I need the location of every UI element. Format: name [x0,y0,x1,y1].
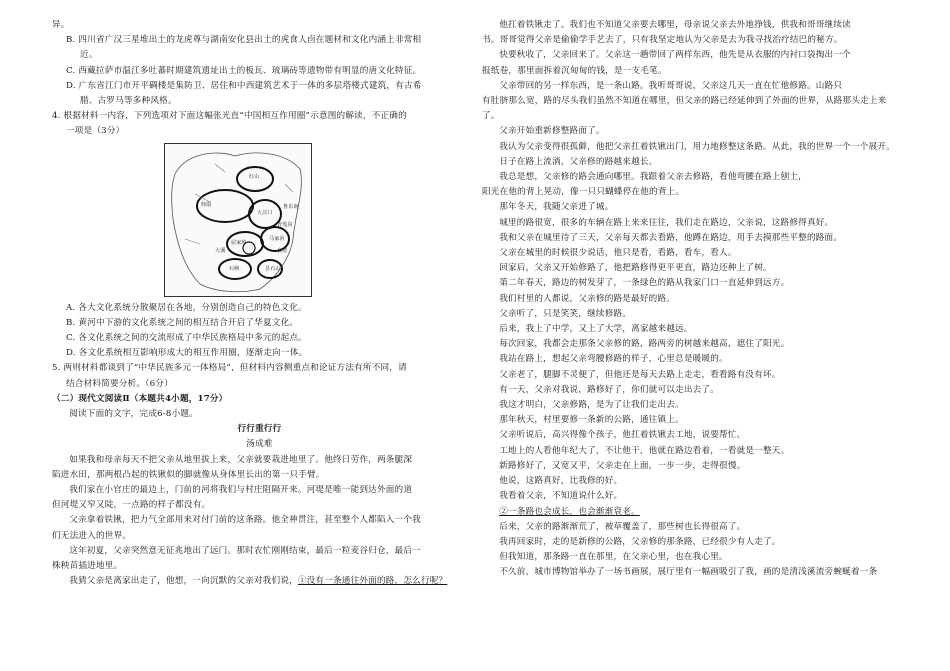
paragraph-line: 我认为父亲变得很孤僻，他把父亲扛着铁锹出门，用力地修整这条路。从此，我的世界一个一个展开。 [499,141,895,152]
map-label: 良渚 [277,247,288,254]
option-b-line2: 近。 [80,50,98,61]
map-label: 青莲岗 [277,221,293,228]
paragraph-line: 如果我和母亲每天不把父亲从地里拔上来，父亲就要栽进地里了。他终日劳作，两条腿深 [69,454,413,465]
paragraph-line: 我站在路上，想起父亲弯腰修路的样子，心里总是暖暖的。 [499,354,728,365]
paragraph-line: 但河堤又窄又陡，一点路的样子都没有。 [52,500,211,511]
paragraph-line: 我们家在小官庄的最边上，门前的河将我们与村庄阻隔开来。河堤是唯一能到达外面的道 [69,485,413,496]
answer-option-a: A. 各大文化系统分散聚居在各地，分别创造自己的特色文化。 [66,302,307,313]
underlined-sentence: ①没有一条通往外面的路，怎么行呢？ [297,576,448,587]
paragraph-line: 日子在路上流淌，父亲修的路越来越长。 [499,156,658,167]
map-label: 鲁东南 [283,203,299,210]
left-column [52,18,467,589]
paragraph-line: 陷进水田，那两根凸起的铁锹似的脚就像从身体里长出的第一只手臂。 [52,469,325,480]
paragraph-line: 这年初夏，父亲突然意无征兆地出了远门。那时农忙刚刚结束，最后一粒麦谷归仓，最后一 [69,545,421,556]
paragraph-line: 有肚脐那么宽，路的尽头我们虽然不知道在哪里，但父亲的路已经延伸到了外面的世界，从路那头走上来了。 [482,96,887,122]
map-label: 昙石山 [265,265,281,272]
answer-option-d: D. 各文化系统相互影响形成大的相互作用圈，逐渐走向一体。 [66,348,308,359]
right-column [482,18,902,581]
question-5-line2: 结合材料简要分析。（6分） [66,378,173,389]
map-outline-svg [165,144,311,296]
paragraph-line: 我再回家时，走的是新修的公路，父亲修的那条路，已经很少有人走了。 [499,536,781,547]
paragraph-line: 那年冬天，我随父亲进了城。 [499,202,614,213]
answer-option-c: C. 各文化系统之间的交流形成了中华民族格局中多元的起点。 [66,333,307,344]
paragraph-line: 那年秋天，村里要修一条新的公路，通往镇上。 [499,415,684,426]
paragraph-line: 新路修好了，又宽又平，父亲走在上面，一步一步，走得很慢。 [499,460,746,471]
map-label: 屈家岭 [231,239,247,246]
story-author: 汤成难 [246,439,273,450]
question-4-line1: 4. 根据材料一内容，下列选项对下面这幅张光直“中国相互作用圈”示意图的解读，不正确的 [52,111,407,122]
paragraph-line: 父亲在城里的时候很少说话，他只是看，看路，看车，看人。 [499,248,737,259]
paragraph-line: 后来，我上了中学，又上了大学，离家越来越远。 [499,324,693,335]
option-c: C. 西藏拉萨市温江多吐蕃时期建筑遗址出土的板瓦、琉璃砖等遗物带有明显的唐文化特征。 [66,65,422,76]
paragraph-line: 他说，这路真好，比我修的好。 [499,476,623,487]
paragraph-line: 第二年春天，路边的树发芽了，一条绿色的路从我家门口一直延伸到远方。 [499,278,790,289]
map-label: 大溪 [215,247,226,254]
paragraph-line: 父亲听了，只是笑笑，继续修路。 [499,308,632,319]
paragraph-line: 有一天，父亲对我说，路修好了，你们就可以走出去了。 [499,384,720,395]
paragraph-line: 我和父亲在城里待了三天，父亲每天都去看路，他蹲在路边，用手去摸那些平整的路面。 [499,232,843,243]
paragraph-line: 阳光在他的背上晃动，像一只只蝴蝶停在他的背上。 [482,187,685,198]
underlined-sentence: ②一条路也会成长，也会渐渐衰老。 [499,506,640,517]
option-b-line1: B. 四川省广汉三星堆出土的龙虎尊与湖南安化县出土的虎食人卣在题材和文化内涵上非常相 [66,35,422,46]
paragraph-line: 父亲听说后，高兴得像个孩子，他扛着铁锹去工地，说要帮忙。 [499,430,746,441]
paragraph-line: 我看着父亲，不知道说什么好。 [499,491,623,502]
question-5-line1: 5. 两则材料都谈到了“中华民族多元一体格局”，但材料内容侧重点和论证方法有所不同，请 [52,363,407,374]
paragraph-line: 报纸卷，那里面拆着沉甸甸的钱，是一支毛笔。 [482,65,667,76]
section-instruction: 阅读下面的文字，完成6-8小题。 [69,409,198,420]
paragraph-line: 们无法进入的世界。 [52,530,132,541]
answer-option-b: B. 黄河中下游的文化系统之间的相互结合开启了华夏文化。 [66,317,299,328]
paragraph-line: 父亲开始重新修整路面了。 [499,126,605,137]
map-label: 大汶口 [257,209,273,216]
paragraph-line: 我们村里的人都说，父亲修的路是最好的路。 [499,293,676,304]
paragraph-line: 每次回家，我都会走那条父亲修的路，路两旁的树越来越高，遮住了阳光。 [499,339,790,350]
paragraph-line: 不久前，城市博物馆举办了一场书画展，展厅里有一幅画吸引了我，画的是清浅溪流旁蜿蜒着一条 [499,567,878,578]
option-d-line2: 腊、古罗马等多种风格。 [80,96,177,107]
paragraph-line: 我总是想，父亲修的路会通向哪里。我跟着父亲去修路，看他弯腰在路上刨土， [499,172,807,183]
paragraph-line [52,574,467,589]
option-d-line1: D. 广东省江门市开平碉楼是集防卫、居住和中西建筑艺术于一体的多层塔楼式建筑，有古希 [66,80,422,91]
paragraph-line: 城里的路很宽，很多的车辆在路上来来往往，我们走在路边，父亲说，这路修得真好。 [499,217,834,228]
paragraph-line: 后来，父亲的路渐渐荒了，被草覆盖了，那些树也长得很高了。 [499,521,746,532]
question-4-line2: 一项是（3分） [66,126,125,137]
paragraph-line: 株秧苗插进地里。 [52,561,123,572]
paragraph-line: 但我知道，那条路一直在那里，在父亲心里，也在我心里。 [499,552,728,563]
paragraph-line: 我这才明白，父亲修路，是为了让我们走出去。 [499,400,684,411]
section-heading: （二）现代文阅读Ⅱ（本题共4小题，17分） [52,393,228,404]
paragraph-line: 工地上的人看他年纪大了，不让他干，他就在路边看着，一看就是一整天。 [499,445,790,456]
paragraph-line: 父亲老了，腿脚不灵便了，但他还是每天去路上走走，看看路有没有坏。 [499,369,781,380]
interaction-sphere-map [164,143,312,297]
map-label: 马家浜 [269,235,285,242]
map-label: 石峡 [229,265,240,272]
paragraph-line: 回家后，父亲又开始修路了，他把路修得更平更直，路边还种上了树。 [499,263,772,274]
paragraph-line: 书。哥哥觉得父亲是偷偷学手艺去了，只有我坚定地认为父亲是去为我寻找治疗结巴的秘方。 [482,35,843,46]
map-label: 仰韶 [201,201,212,208]
text-line: 异。 [52,20,70,30]
paragraph-line: 他扛着铁锹走了。我们也不知道父亲要去哪里，母亲说父亲去外地挣钱，供我和哥哥继续读 [499,20,851,30]
paragraph-line: 父亲带回的另一样东西，是一条山路。我听哥哥说，父亲这几天一直在忙他修路。山路只 [499,80,843,91]
story-title: 行行重行行 [237,424,282,435]
paragraph-line: 快要秋收了，父亲回来了。父亲这一趟带回了两样东西，他先是从衣服的内衬口袋掏出一个 [499,50,851,61]
paragraph-line: 父亲拿着铁锹，把力气全部用来对付门前的这条路。他全神贯注，甚至整个人都陷入一个我 [69,515,421,526]
paragraph-text: 我猜父亲是离家出走了，他想，一向沉默的父亲对我们说， [69,576,298,587]
map-label: 红山 [249,173,260,180]
